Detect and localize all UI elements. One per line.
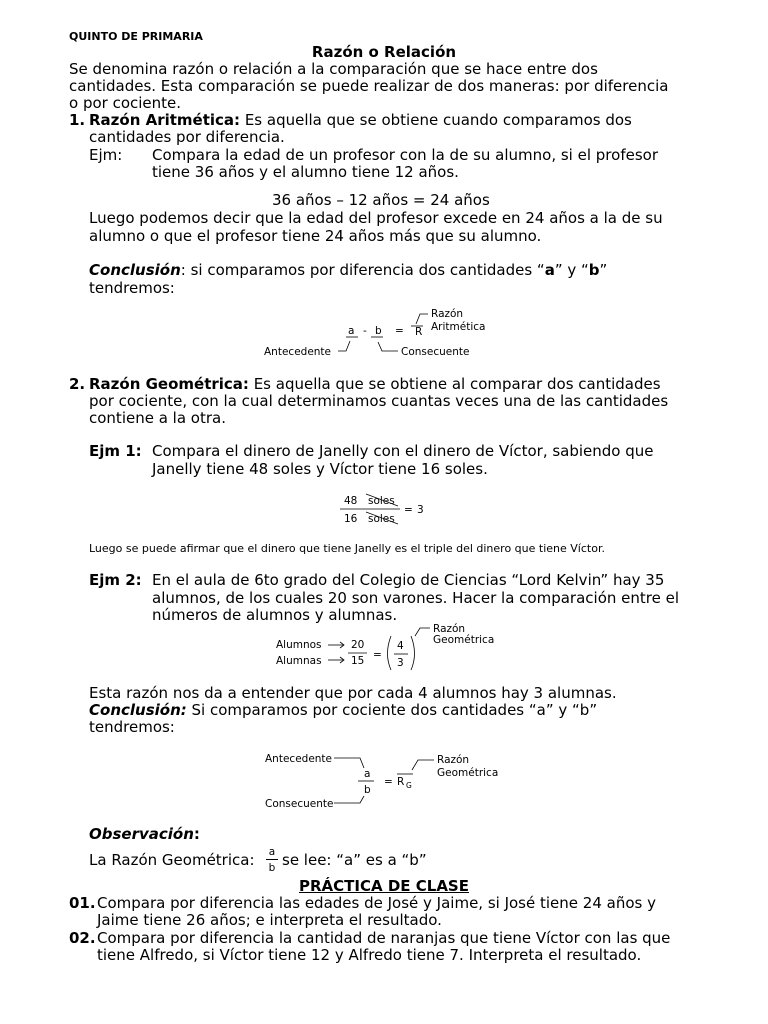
fig4-antecedente: Antecedente [265,753,333,765]
fig1-b: b [375,325,382,337]
practice-item-2-line-1: Compara por diferencia la cantidad de naranjas que tiene Víctor con las que [97,929,671,947]
section-2-line-3: contiene a la otra. [89,409,226,427]
section-2-heading [89,376,661,393]
section-2-number: 2. [69,375,86,393]
fig1-antecedente: Antecedente [264,346,332,358]
observation-text-1: La Razón Geométrica: [89,851,255,869]
section-1-ejm-line-2: tiene 36 años y el alumno tiene 12 años. [152,163,459,181]
ejm2-label: Ejm 2: [89,571,142,589]
observation-fraction-a: a [268,846,276,858]
fig2-num-unit: soles [368,495,395,507]
section-1-after-2: alumno o que el profesor tiene 24 años más que su alumno. [89,227,542,245]
fig1-eq: = [395,325,404,337]
fig4-a: a [364,768,371,780]
fig2-num: 48 [344,495,358,507]
fig2-eq: = [404,504,413,516]
ejm2-line-2: alumnos, de los cuales 20 son varones. Hacer la comparación entre el [152,589,680,607]
section-1-conclusion-line-2: tendremos: [89,279,175,297]
section-1-conclusion: Conclusión: si comparamos por diferencia dos cantidades “a” y “b” [89,261,608,279]
fig2-den-unit: soles [368,513,395,525]
fig3-razon: Razón [433,623,466,635]
fig3-geometrica: Geométrica [433,634,495,646]
intro-line-1: Se denomina razón o relación a la comparación que se hace entre dos [69,60,598,78]
fig4-b: b [364,784,371,796]
ejm1-line-1: Compara el dinero de Janelly con el dinero de Víctor, sabiendo que [152,442,654,460]
fig2-den: 16 [344,513,358,525]
fig3-eq: = [373,649,382,661]
arithmetic-ratio-diagram [260,304,510,360]
page-title: Razón o Relación [311,43,457,61]
fig4-consecuente: Consecuente [265,798,334,810]
fig3-den: 15 [351,655,365,667]
observation-fraction-bar [266,859,278,860]
intro-line-3: o por cociente. [69,94,182,112]
students-after: Esta razón nos da a entender que por cada 4 alumnos hay 3 alumnas. [89,684,617,702]
ejm1-line-2: Janelly tiene 48 soles y Víctor tiene 16 soles. [152,460,488,478]
fig1-minus: - [363,325,367,337]
ejm2-line-1: En el aula de 6to grado del Colegio de Ciencias “Lord Kelvin” hay 35 [152,571,665,589]
fig4-rsub: G [406,781,412,790]
section-2-line-2: por cociente, con la cual determinamos cuantas veces una de las cantidades [89,392,669,410]
observation-text-2: se lee: “a” es a “b” [282,851,427,869]
fig3-rden: 3 [397,657,404,669]
section-2-text: Es aquella que se obtiene al comparar dos cantidades [248,375,661,393]
section-1-title: Razón Aritmética: [89,111,241,129]
section-1-number: 1. [69,111,86,129]
geometric-ratio-diagram [260,746,510,812]
fig1-r: R [415,326,423,338]
fig3-alumnas: Alumnas [276,655,322,667]
grade-label: QUINTO DE PRIMARIA [69,30,203,43]
section-1-line-2: cantidades por diferencia. [89,128,285,146]
practice-item-1-line-2: Jaime tiene 26 años; e interpreta el resultado. [97,911,442,929]
fig3-alumnos: Alumnos [276,639,322,651]
section-1-text: Es aquella que se obtiene cuando comparamos dos [240,111,632,129]
section-1-heading [89,112,632,129]
fig1-aritmetica: Aritmética [431,321,486,333]
ejm2-line-3: números de alumnos y alumnas. [152,606,398,624]
fig3-rnum: 4 [397,640,404,652]
section-1-conclusion-label: Conclusión [89,261,181,279]
money-ratio-diagram [330,490,440,528]
fig4-razon: Razón [437,754,470,766]
students-ratio-diagram [270,620,510,672]
section-2-conclusion-line-2: tendremos: [89,718,175,736]
practice-item-1-line-1: Compara por diferencia las edades de José y Jaime, si José tiene 24 años y [97,894,656,912]
observation-heading: Observación: [89,825,200,843]
practice-title: PRÁCTICA DE CLASE [299,877,469,895]
fig1-a: a [348,325,355,337]
practice-item-2-line-2: tiene Alfredo, si Víctor tiene 12 y Alfredo tiene 7. Interpreta el resultado. [97,946,642,964]
fig3-num: 20 [351,639,365,651]
fig4-geometrica: Geométrica [437,767,499,779]
fig2-result: 3 [417,504,424,516]
observation-fraction-b: b [268,862,276,874]
fig4-r: R [397,776,405,788]
section-2-title: Razón Geométrica: [89,375,249,393]
fig1-razon: Razón [431,308,464,320]
section-1-equation: 36 años – 12 años = 24 años [272,191,490,209]
intro-line-2: cantidades. Esta comparación se puede realizar de dos maneras: por diferencia [69,77,669,95]
section-1-ejm-label: Ejm: [89,146,123,164]
observation-label: Observación [89,825,194,843]
section-1-ejm-line-1: Compara la edad de un profesor con la de su alumno, si el profesor [152,146,658,164]
practice-item-2-number: 02. [69,929,96,947]
section-2-conclusion: Conclusión: Si comparamos por cociente dos cantidades “a” y “b” [89,701,598,719]
fig1-consecuente: Consecuente [401,346,470,358]
money-note: Luego se puede afirmar que el dinero que tiene Janelly es el triple del dinero que tiene Víctor. [89,542,605,555]
practice-item-1-number: 01. [69,894,96,912]
fig4-eq: = [384,776,393,788]
section-2-conclusion-label: Conclusión: [89,701,187,719]
ejm1-label: Ejm 1: [89,442,142,460]
section-1-after-1: Luego podemos decir que la edad del profesor excede en 24 años a la de su [89,209,663,227]
